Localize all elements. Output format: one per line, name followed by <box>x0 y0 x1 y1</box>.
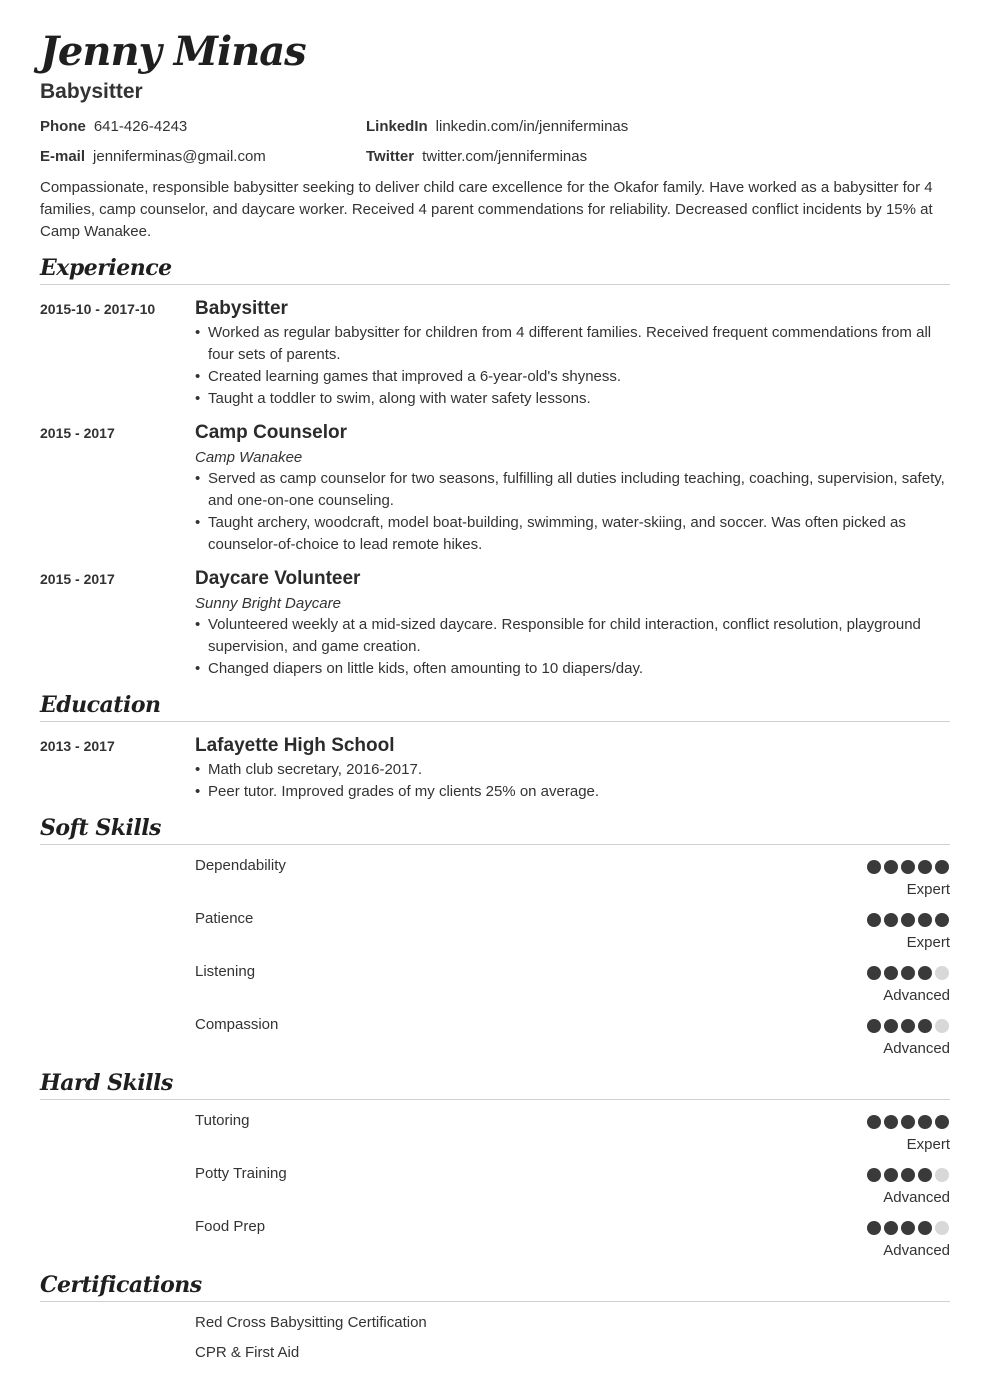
bullet-item: • Worked as regular babysitter for children from 4 different families. Received frequent commendations from all four sets of parents. <box>195 322 950 366</box>
skill-name: Food Prep <box>195 1218 266 1235</box>
rating-dot-filled <box>935 913 949 927</box>
contact-label: E-mail <box>40 148 86 165</box>
skill-name: Listening <box>195 963 256 980</box>
skill-rating <box>867 1221 949 1235</box>
rating-dot-filled <box>918 1019 932 1033</box>
rating-dot-filled <box>918 966 932 980</box>
rating-dot-filled <box>884 1115 898 1129</box>
contact-value: 641-426-4243 <box>93 118 188 135</box>
entry-title: Lafayette High School <box>195 735 395 756</box>
entry-date: 2015-10 - 2017-10 <box>40 301 156 317</box>
skill-name: Compassion <box>195 1016 279 1033</box>
section-experience <box>40 252 950 285</box>
contact-value: twitter.com/jenniferminas <box>422 148 588 165</box>
rating-dot-filled <box>901 1019 915 1033</box>
entry-title: Babysitter <box>195 298 288 319</box>
entry-bullets <box>195 322 950 410</box>
entry-bullets <box>195 468 950 556</box>
bullet-item: • Math club secretary, 2016-2017. <box>195 759 950 781</box>
section-title: Certifications <box>40 1272 202 1298</box>
entry-title: Camp Counselor <box>195 422 348 443</box>
contact-linkedin <box>366 117 628 137</box>
rating-dot-filled <box>884 860 898 874</box>
section-certifications <box>40 1269 950 1302</box>
skill-rating <box>867 860 949 874</box>
entry-date: 2013 - 2017 <box>40 738 115 754</box>
skill-rating <box>867 1019 949 1033</box>
bullet-item: • Created learning games that improved a 6-year-old's shyness. <box>195 366 950 388</box>
rating-dot-empty <box>935 1168 949 1182</box>
entry-bullets <box>195 759 950 803</box>
skill-row <box>40 1111 950 1161</box>
certification-item: Red Cross Babysitting Certification <box>195 1314 427 1331</box>
skill-row <box>40 962 950 1012</box>
contact-phone <box>40 117 187 137</box>
section-hard-skills <box>40 1067 950 1100</box>
bullet-item: • Volunteered weekly at a mid-sized daycare. Responsible for child interaction, conflict resolution, playground supervision, and game creation. <box>195 614 950 658</box>
rating-dot-filled <box>867 1019 881 1033</box>
rating-dot-filled <box>867 1221 881 1235</box>
rating-dot-filled <box>901 860 915 874</box>
skill-rating <box>867 966 949 980</box>
rating-dot-filled <box>867 1115 881 1129</box>
bullet-item: • Changed diapers on little kids, often amounting to 10 diapers/day. <box>195 658 950 680</box>
rating-dot-empty <box>935 1019 949 1033</box>
rating-dot-filled <box>935 1115 949 1129</box>
skill-rating <box>867 1168 949 1182</box>
entry-date: 2015 - 2017 <box>40 571 115 587</box>
contact-label: LinkedIn <box>366 118 428 135</box>
entry-date: 2015 - 2017 <box>40 425 115 441</box>
contact-label: Twitter <box>366 148 415 165</box>
rating-dot-filled <box>901 913 915 927</box>
skill-level: Advanced <box>883 1242 950 1259</box>
candidate-name: Jenny Minas <box>40 28 306 75</box>
rating-dot-filled <box>901 966 915 980</box>
rating-dot-filled <box>918 860 932 874</box>
skill-rating <box>867 913 949 927</box>
contact-twitter <box>366 147 587 167</box>
contact-value: jenniferminas@gmail.com <box>93 148 266 165</box>
skill-name: Tutoring <box>195 1112 250 1129</box>
section-education <box>40 689 950 722</box>
rating-dot-filled <box>901 1115 915 1129</box>
rating-dot-filled <box>884 1168 898 1182</box>
rating-dot-filled <box>867 860 881 874</box>
rating-dot-filled <box>867 966 881 980</box>
skill-rating <box>867 1115 949 1129</box>
skill-level: Advanced <box>883 1189 950 1206</box>
rating-dot-filled <box>884 1221 898 1235</box>
rating-dot-empty <box>935 966 949 980</box>
skill-level: Advanced <box>883 987 950 1004</box>
rating-dot-filled <box>935 860 949 874</box>
rating-dot-filled <box>884 913 898 927</box>
rating-dot-filled <box>867 1168 881 1182</box>
skill-level: Expert <box>906 1136 950 1153</box>
skill-level: Expert <box>906 934 950 951</box>
entry-bullets <box>195 614 950 680</box>
rating-dot-filled <box>901 1221 915 1235</box>
rating-dot-filled <box>918 1115 932 1129</box>
section-title: Experience <box>40 255 172 281</box>
section-title: Hard Skills <box>40 1070 173 1096</box>
rating-dot-filled <box>884 966 898 980</box>
skill-name: Patience <box>195 910 254 927</box>
skill-level: Advanced <box>883 1040 950 1057</box>
skill-row <box>40 1217 950 1267</box>
bullet-item: • Taught a toddler to swim, along with water safety lessons. <box>195 388 950 410</box>
contact-label: Phone <box>40 118 86 135</box>
skill-row <box>40 909 950 959</box>
rating-dot-filled <box>884 1019 898 1033</box>
candidate-role: Babysitter <box>40 80 143 103</box>
section-title: Soft Skills <box>40 815 161 841</box>
skill-row <box>40 856 950 906</box>
entry-organization: Camp Wanakee <box>195 449 303 466</box>
bullet-item: • Served as camp counselor for two seasons, fulfilling all duties including teaching, coaching, supervision, safety, and one-on-one counseling. <box>195 468 950 512</box>
rating-dot-filled <box>867 913 881 927</box>
bullet-item: • Taught archery, woodcraft, model boat-building, swimming, water-skiing, and soccer. Was often picked as counselor-of-choice to lead remote hikes. <box>195 512 950 556</box>
rating-dot-filled <box>918 1221 932 1235</box>
rating-dot-empty <box>935 1221 949 1235</box>
section-soft-skills <box>40 812 950 845</box>
entry-organization: Sunny Bright Daycare <box>195 595 341 612</box>
profile-summary: Compassionate, responsible babysitter seeking to deliver child care excellence for the Okafor family. Have worked as a babysitter for 4 families, camp counselor, and daycare worker. Received 4 parent commendations for reliability. Decreased conflict incidents by 15% at Camp Wanakee. <box>40 179 933 240</box>
entry-title: Daycare Volunteer <box>195 568 361 589</box>
bullet-item: • Peer tutor. Improved grades of my clients 25% on average. <box>195 781 950 803</box>
certification-item: CPR & First Aid <box>195 1344 300 1361</box>
section-title: Education <box>40 692 161 718</box>
rating-dot-filled <box>918 1168 932 1182</box>
rating-dot-filled <box>901 1168 915 1182</box>
skill-level: Expert <box>906 881 950 898</box>
rating-dot-filled <box>918 913 932 927</box>
skill-row <box>40 1164 950 1214</box>
skill-name: Potty Training <box>195 1165 287 1182</box>
contact-email <box>40 147 266 167</box>
contact-value: linkedin.com/in/jenniferminas <box>435 118 629 135</box>
skill-row <box>40 1015 950 1065</box>
skill-name: Dependability <box>195 857 286 874</box>
